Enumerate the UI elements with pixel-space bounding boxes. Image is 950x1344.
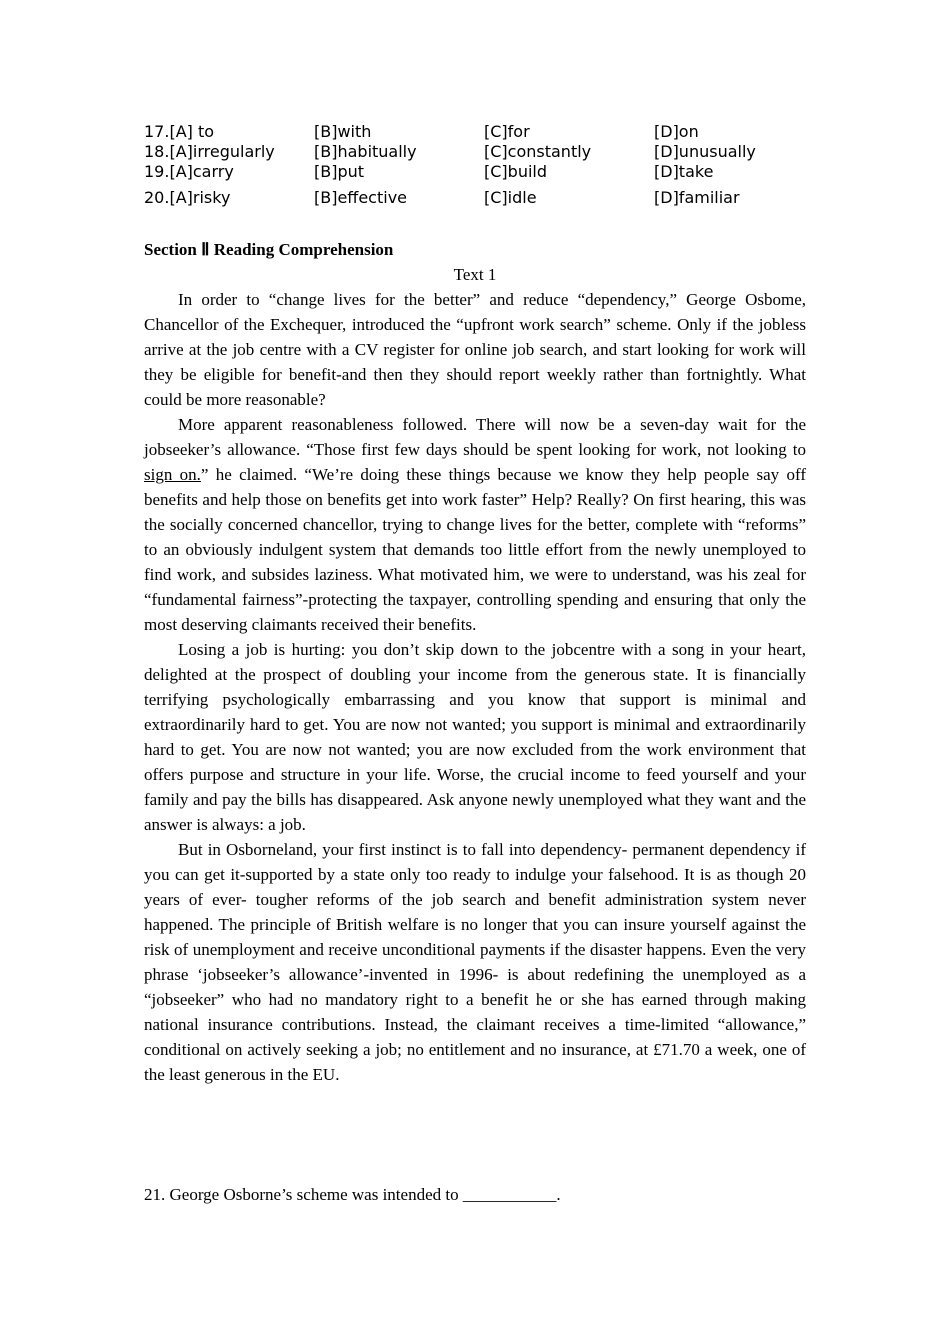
option-a: 18.[A]irregularly (144, 142, 275, 161)
option-c: [C]for (484, 122, 530, 141)
underlined-phrase: sign on. (144, 465, 201, 484)
option-b: [B]with (314, 122, 372, 141)
paragraph-2: More apparent reasonableness followed. There will now be a seven-day wait for the jobseeker’s allowance. “Those first few days should be spent looking for work, not looking to sign on.” he claimed. “We’re doing these things because we know they help people say off benefits and help those on benefits get into work faster” Help? Really? On first hearing, this was the socially concerned chancellor, trying to change lives for the better, complete with “reforms” to an obviously indulgent system that demands too little effort from the newly unemployed to find work, and subsides laziness. What motivated him, we were to understand, was his zeal for “fundamental fairness”-protecting the taxpayer, controlling spending and ensuring that only the most deserving claimants received their benefits. (144, 415, 806, 634)
paragraph-4: But in Osborneland, your first instinct is to fall into dependency- permanent dependency if you can get it-supported by a state only too ready to indulge your falsehood. It is as though 20 years of ever- tougher reforms of the job search and benefit administration system never happened. The principle of British welfare is no longer that you can insure yourself against the risk of unemployment and receive unconditional payments if the disaster happens. Even the very phrase ‘jobseeker’s allowance’-invented in 1996- is about redefining the unemployed as a “jobseeker” who had no mandatory right to a benefit he or she has earned through making national insurance contributions. Instead, the claimant receives a time-limited “allowance,” conditional on actively seeking a job; no entitlement and no insurance, at £71.70 a week, one of the least generous in the EU. (144, 840, 806, 1084)
option-b: [B]effective (314, 188, 407, 207)
option-d: [D]unusually (654, 142, 756, 161)
option-b: [B]habitually (314, 142, 417, 161)
option-row-17 (144, 122, 806, 142)
option-b: [B]put (314, 162, 365, 181)
option-c: [C]build (484, 162, 547, 181)
option-row-19 (144, 162, 806, 182)
text-title: Text 1 (453, 265, 497, 284)
option-row-18 (144, 142, 806, 162)
option-d: [D]on (654, 122, 699, 141)
paragraph-3: Losing a job is hurting: you don’t skip down to the jobcentre with a song in your heart, delighted at the prospect of doubling your income from the generous state. It is financially terrifying psychologically embarrassing and you know that support is minimal and extraordinarily hard to get. You are now not wanted; you support is minimal and extraordinarily hard to get. You are now not wanted; you are now excluded from the work environment that offers purpose and structure in your life. Worse, the crucial income to feed yourself and your family and pay the bills has disappeared. Ask anyone newly unemployed what they want and the answer is always: a job. (144, 640, 806, 834)
option-a: 17.[A] to (144, 122, 215, 141)
paragraph-1: In order to “change lives for the better” and reduce “dependency,” George Osbome, Chancellor of the Exchequer, introduced the “upfront work search” scheme. Only if the jobless arrive at the job centre with a CV register for online job search, and start looking for work will they be eligible for benefit-and then they should report weekly rather than fortnightly. What could be more reasonable? (144, 290, 806, 409)
option-row-20 (144, 188, 806, 208)
option-a: 19.[A]carry (144, 162, 234, 181)
question-21: 21. George Osborne’s scheme was intended to ___________. (144, 1185, 561, 1204)
passage-body (144, 287, 806, 1087)
option-d: [D]familiar (654, 188, 740, 207)
section-heading: Section Ⅱ Reading Comprehension (144, 240, 394, 259)
answer-options-table (144, 122, 806, 208)
option-c: [C]idle (484, 188, 537, 207)
option-d: [D]take (654, 162, 714, 181)
option-c: [C]constantly (484, 142, 592, 161)
option-a: 20.[A]risky (144, 188, 231, 207)
